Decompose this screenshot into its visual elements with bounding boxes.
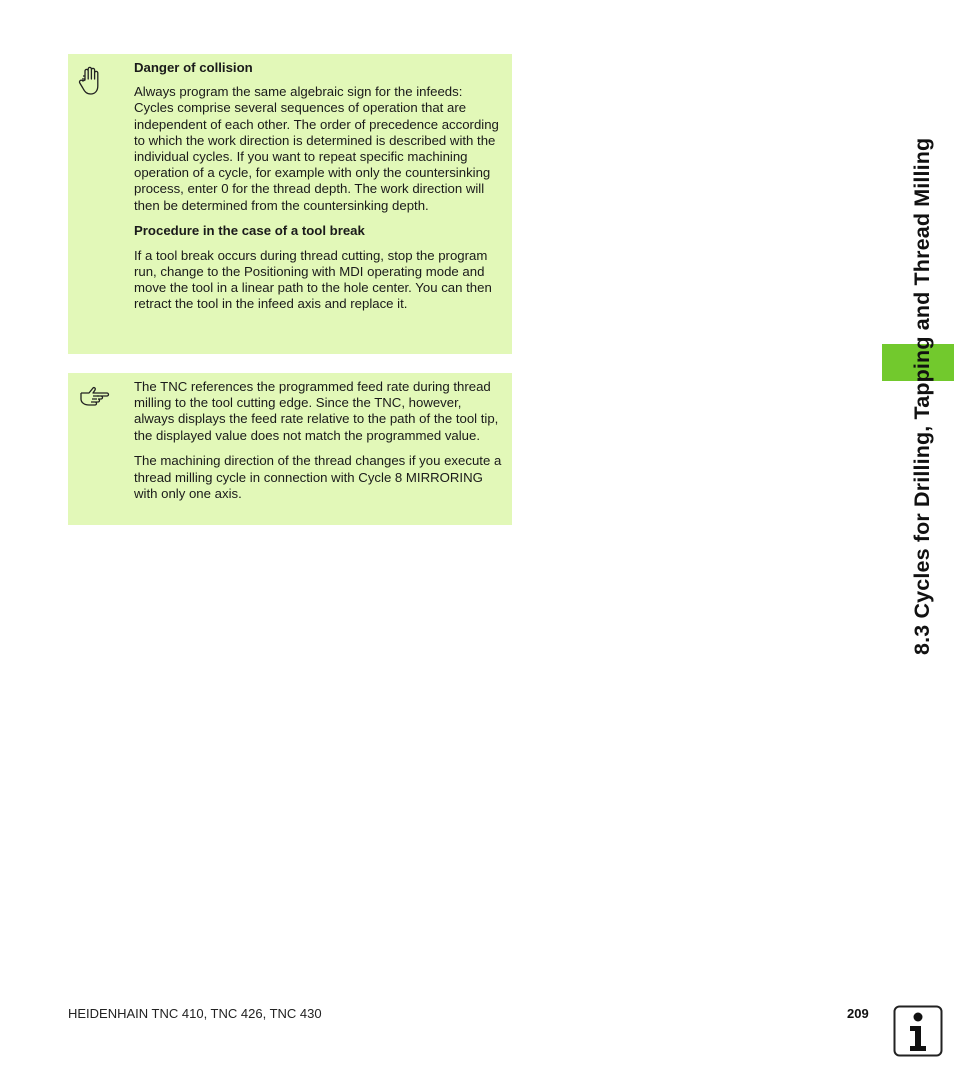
machining-direction-paragraph: The machining direction of the thread changes if you execute a thread milling cycle in connection with Cycle 8 MIRRORING with only one axis. [134, 453, 502, 501]
section-heading: 8.3 Cycles for Drilling, Tapping and Thread Milling [910, 137, 934, 655]
danger-note-box [68, 54, 512, 354]
feed-rate-paragraph: The TNC references the programmed feed rate during thread milling to the tool cutting edge. Since the TNC, however, always displays the feed rate relative to the path of the tool tip, the displayed value does not match the programmed value. [134, 379, 499, 443]
hand-stop-icon [78, 64, 106, 98]
tool-break-paragraph: If a tool break occurs during thread cutting, stop the program run, change to the Positioning with MDI operating mode and move the tool in a linear path to the hole center. You can then retract the tool in the infeed axis and replace it. [134, 247, 492, 312]
page-number: 209 [847, 1006, 869, 1021]
info-note-box [68, 373, 512, 525]
info-icon[interactable] [893, 1005, 943, 1057]
footer-product: HEIDENHAIN TNC 410, TNC 426, TNC 430 [68, 1006, 322, 1021]
danger-title: Danger of collision [134, 60, 253, 75]
tool-break-title: Procedure in the case of a tool break [134, 223, 365, 239]
pointing-hand-icon [78, 383, 112, 411]
danger-paragraph: Always program the same algebraic sign for the infeeds: Cycles comprise several sequences of operation that are independent of each other. The order of precedence according to which the work direction is determined is described with the individual cycles. If you want to repeat specific machining operation of a cycle, for example with only the countersinking process, enter 0 for the thread depth. The work direction will then be determined from the countersinking depth. [134, 84, 499, 213]
